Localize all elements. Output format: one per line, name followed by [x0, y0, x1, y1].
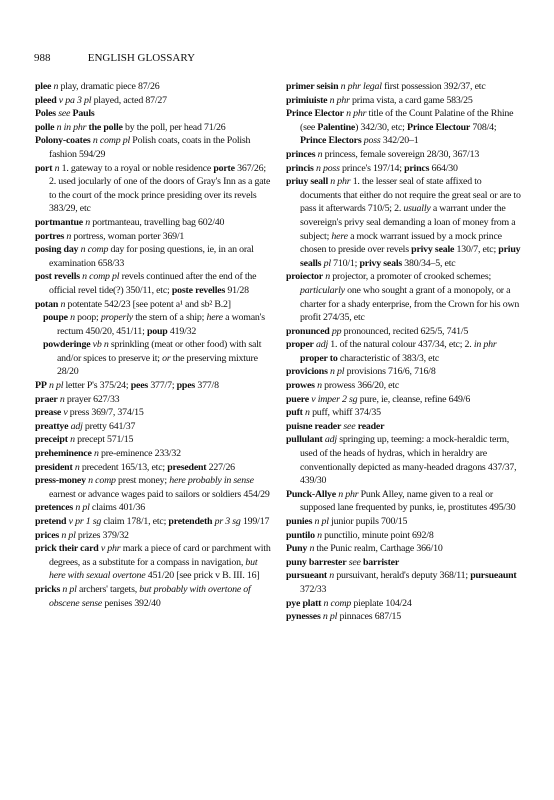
entry-definition: 708/4; — [470, 121, 497, 133]
glossary-column-left — [35, 80, 271, 610]
entry-variant-form: Pauls — [72, 108, 95, 120]
glossary-entry — [286, 107, 522, 148]
entry-definition: 130/7, etc; — [454, 244, 499, 256]
entry-variant-form: pees — [130, 380, 149, 392]
glossary-entry — [286, 94, 522, 108]
glossary-entry — [286, 433, 522, 487]
entry-definition: pre-eminence 233/32 — [100, 448, 181, 460]
entry-definition: springing up, teeming: a mock-heraldic term, used of the heads of hydras, which in heraldry are conventionally depicted as many-headed dragons 437/37, 439/30 — [300, 434, 517, 487]
entry-definition: the stern of a ship; — [132, 312, 207, 324]
entry-definition: 1. the lesser seal of state affixed to documents that either do not require the great seal or are to pass it afterwards 710/5; 2. — [300, 176, 521, 215]
entry-grammar-label: n pl — [327, 366, 347, 378]
entry-definition: pursuivant, herald's deputy 368/11; — [336, 570, 471, 582]
entry-grammar-label: see — [55, 108, 73, 120]
entry-grammar-label: n — [67, 312, 78, 324]
entry-definition: portmanteau, travelling bag 602/40 — [92, 216, 225, 228]
entry-grammar-label: n pl — [59, 529, 78, 541]
glossary-entry — [286, 610, 522, 624]
glossary-entry — [286, 270, 522, 324]
entry-headword: potan — [35, 298, 59, 310]
entry-definition: prizes 379/32 — [77, 529, 129, 541]
entry-definition: 451/20 [see prick v B. III. 16] — [145, 570, 260, 582]
entry-definition: prest money; — [118, 475, 170, 487]
glossary-entry — [35, 216, 271, 230]
entry-grammar-label: but here with sexual overtone — [49, 556, 258, 582]
entry-definition: 1. gateway to a royal or noble residence — [61, 162, 214, 174]
entry-definition: portress, woman porter 369/1 — [73, 230, 185, 242]
entry-grammar-label: n — [72, 461, 82, 473]
entry-definition: pronounced, recited 625/5, 741/5 — [343, 325, 469, 337]
glossary-entry — [35, 243, 271, 270]
entry-headword: Prince Elector — [286, 108, 344, 120]
entry-grammar-label: n comp — [78, 244, 111, 256]
entry-headword: primiuiste — [286, 94, 328, 106]
entry-definition: prayer 627/33 — [66, 393, 120, 405]
entry-variant-form: privy seale — [411, 244, 455, 256]
page-number: 988 — [34, 52, 51, 64]
entry-definition: 227/26 — [206, 461, 235, 473]
entry-grammar-label: see — [346, 556, 363, 568]
entry-grammar-label: n pl — [73, 502, 92, 514]
entry-definition: a mock warrant issued by a mock prince chosen to preside over revels — [300, 230, 502, 256]
glossary-entry — [35, 583, 271, 610]
entry-headword: plee — [35, 81, 52, 92]
entry-variant-form: barrister — [362, 556, 400, 568]
entry-grammar-label: n comp pl — [79, 271, 122, 283]
entry-variant-form: Palentine — [317, 121, 356, 133]
entry-headword: puere — [286, 393, 309, 405]
entry-definition: archers' targets, — [79, 583, 140, 595]
entry-definition: earnest or advance wages paid to sailors or soldiers 454/29 — [49, 488, 270, 500]
entry-definition: a warrant under the sovereign's privy seal demanding a loan of money from a subject; — [300, 203, 516, 242]
entry-grammar-label: here — [331, 230, 348, 242]
entry-definition: pieplate 104/24 — [353, 597, 412, 609]
glossary-entry — [35, 94, 271, 108]
glossary-entry — [286, 569, 522, 596]
entry-grammar-label: vb n — [90, 339, 111, 351]
entry-headword: puisne reader — [286, 420, 342, 432]
entry-headword: proiector — [286, 271, 323, 283]
entry-grammar-label: usually — [403, 203, 431, 215]
entry-definition: junior pupils 700/15 — [331, 516, 408, 527]
glossary-entry — [35, 433, 271, 447]
entry-definition: prince's 197/14; — [342, 162, 405, 174]
glossary-entry — [35, 311, 271, 338]
glossary-entry — [286, 175, 522, 270]
entry-definition: 367/26; 2. used jocularly of one of the doors of Gray's Inn as a gate to the court of the mock prince presiding over its revels 383/29, etc — [49, 162, 271, 215]
entry-grammar-label: n — [52, 162, 62, 174]
glossary-entry — [35, 393, 271, 407]
page-header — [34, 50, 524, 66]
entry-definition: 419/32 — [167, 325, 197, 337]
glossary-entry — [286, 488, 522, 515]
entry-definition: day for posing questions, ie, in an oral examination 658/33 — [49, 244, 254, 269]
entry-variant-form: the polle — [88, 121, 123, 133]
entry-definition: sprinkling (meat or other food) with salt and/or spices to preserve it; — [57, 339, 262, 364]
entry-variant-form: Prince Electors — [300, 135, 362, 147]
entry-grammar-label: here probably in sense — [169, 475, 254, 487]
entry-grammar-label: n — [315, 148, 325, 160]
entry-grammar-label: pr 3 sg — [212, 516, 243, 527]
glossary-entry — [286, 556, 522, 570]
entry-headword: pretend — [35, 516, 67, 527]
entry-variant-form: presedent — [167, 461, 207, 473]
entry-variant-form: priuy sealls — [300, 244, 521, 269]
entry-definition: press 369/7, 374/15 — [69, 407, 144, 419]
entry-headword: princes — [286, 148, 316, 160]
entry-grammar-label: n — [314, 380, 325, 392]
entry-grammar-label: properly — [100, 312, 133, 324]
entry-grammar-label: see — [341, 420, 358, 432]
entry-definition: claims 401/36 — [91, 502, 146, 514]
entry-grammar-label: n poss — [313, 162, 343, 174]
entry-definition: letter P's 375/24; — [65, 380, 131, 392]
entry-grammar-label: pl — [321, 257, 334, 269]
entry-definition: claim 178/1, etc; — [103, 516, 169, 527]
glossary-entry — [35, 338, 271, 379]
entry-definition: 1. of the natural colour 437/34, etc; 2. — [330, 339, 474, 351]
entry-variant-form: pretendeth — [168, 516, 213, 527]
glossary-entry — [35, 121, 271, 135]
entry-definition: 342/20–1 — [382, 135, 419, 147]
entry-headword: puny barrester — [286, 556, 347, 568]
glossary-entry — [35, 447, 271, 461]
entry-definition: the Punic realm, Carthage 366/10 — [316, 543, 443, 555]
entry-grammar-label: n comp — [321, 597, 354, 609]
entry-grammar-label: n pl — [46, 380, 66, 392]
entry-definition: a woman's rectum 450/20, 451/11; — [57, 312, 265, 337]
entry-grammar-label: n — [57, 393, 67, 405]
entry-grammar-label: here — [206, 312, 223, 324]
entry-headword: pye platt — [286, 597, 322, 609]
entry-definition: characteristic of 383/3, etc — [337, 352, 440, 364]
entry-variant-form: pursueaunt — [470, 570, 517, 582]
glossary-entry — [35, 230, 271, 244]
entry-headword: proper — [286, 339, 314, 351]
entry-headword: pursueant — [286, 570, 328, 582]
glossary-entry — [286, 420, 522, 434]
entry-grammar-label: n — [327, 570, 337, 582]
entry-grammar-label: v — [61, 407, 70, 419]
entry-definition: projector, a promoter of crooked schemes; — [332, 271, 492, 283]
glossary-entry — [286, 393, 522, 407]
entry-grammar-label: adj — [322, 434, 340, 446]
entry-grammar-label: v pa 3 pl — [56, 94, 94, 106]
entry-headword: posing day — [35, 244, 79, 256]
glossary-entry — [35, 80, 271, 94]
entry-headword: puft — [286, 407, 303, 419]
entry-grammar-label: n — [58, 298, 68, 310]
running-head: ENGLISH GLOSSARY — [87, 52, 196, 64]
entry-headword: poupe — [43, 312, 68, 324]
entry-grammar-label: adj — [68, 420, 85, 432]
entry-grammar-label: pp — [329, 325, 344, 337]
entry-grammar-label: poss — [361, 135, 383, 147]
entry-headword: pullulant — [286, 434, 323, 446]
entry-definition: 380/34–5, etc — [402, 257, 456, 269]
glossary-entry — [35, 474, 271, 501]
entry-headword: portmantue — [35, 216, 83, 228]
glossary-entry — [286, 379, 522, 393]
entry-definition: 377/7; — [148, 380, 177, 392]
entry-grammar-label: but probably with overtone of obscene sense — [49, 583, 251, 609]
entry-variant-form: reader — [357, 420, 385, 432]
entry-variant-form: ppes — [176, 380, 196, 392]
entry-grammar-label: n — [64, 230, 74, 242]
entry-grammar-label: n phr legal — [338, 81, 385, 92]
entry-definition: the preserving mixture 28/20 — [57, 352, 258, 378]
entry-variant-form: Prince Electour — [407, 121, 471, 133]
entry-headword: pricks — [35, 583, 61, 595]
entry-grammar-label: n phr — [327, 94, 353, 106]
glossary-entry — [286, 406, 522, 420]
entry-grammar-label: n pl — [312, 516, 332, 527]
entry-grammar-label: n in phr — [54, 121, 89, 133]
entry-variant-form: princs — [404, 162, 430, 174]
entry-variant-form: poup — [146, 325, 168, 337]
entry-headword: primer seisin — [286, 81, 339, 92]
glossary-entry — [286, 515, 522, 529]
entry-variant-form: proper to — [300, 352, 338, 364]
entry-definition: prowess 366/20, etc — [324, 380, 400, 392]
entry-definition: 91/28 — [225, 284, 249, 296]
entry-definition: penises 392/40 — [102, 597, 161, 609]
entry-headword: praer — [35, 393, 58, 405]
glossary-entry — [35, 529, 271, 543]
entry-headword: Poles — [35, 108, 56, 120]
glossary-entry — [286, 148, 522, 162]
glossary-entry — [286, 162, 522, 176]
entry-grammar-label: in phr — [473, 339, 497, 351]
entry-grammar-label: n phr — [328, 176, 353, 188]
entry-variant-form: porte — [213, 162, 235, 174]
entry-definition: punctilio, minute point 692/8 — [324, 529, 434, 541]
glossary-entry — [35, 515, 271, 529]
entry-variant-form: poste revelles — [171, 284, 226, 296]
entry-grammar-label: n — [91, 448, 101, 460]
entry-grammar-label: n — [322, 271, 333, 283]
entry-headword: powderinge — [43, 339, 91, 351]
entry-grammar-label: n comp pl — [90, 135, 133, 147]
entry-definition: pretty 641/37 — [84, 420, 136, 432]
entry-definition: precept 571/15 — [77, 434, 134, 446]
glossary-column-right — [286, 80, 522, 624]
entry-headword: PP — [35, 380, 47, 392]
entry-definition: by the poll, per head 71/26 — [122, 121, 226, 133]
entry-definition: 664/30 — [429, 162, 458, 174]
entry-headword: prowes — [286, 380, 315, 392]
entry-headword: preheminence — [35, 448, 92, 460]
entry-headword: pronunced — [286, 325, 330, 337]
entry-grammar-label: n — [302, 407, 313, 419]
glossary-entry — [286, 365, 522, 379]
entry-headword: president — [35, 461, 73, 473]
entry-grammar-label: n — [82, 216, 93, 228]
entry-definition: 710/1; — [333, 257, 360, 269]
entry-headword: puntilo — [286, 529, 315, 541]
entry-definition: revels continued after the end of the official revel tide(?) 350/11, etc; — [49, 271, 257, 296]
entry-definition: puff, whiff 374/35 — [312, 407, 381, 419]
glossary-entry — [35, 162, 271, 216]
entry-definition: 199/17 — [242, 516, 270, 527]
glossary-entry — [35, 542, 271, 583]
glossary-entry — [35, 107, 271, 121]
glossary-entry — [35, 406, 271, 420]
glossary-entry — [35, 420, 271, 434]
entry-headword: Puny — [286, 543, 308, 555]
entry-definition: prima vista, a card game 583/25 — [352, 94, 473, 106]
entry-headword: provicions — [286, 366, 328, 378]
entry-grammar-label: adj — [313, 339, 331, 351]
entry-definition: play, dramatic piece 87/26 — [60, 81, 160, 92]
glossary-entry — [286, 325, 522, 339]
entry-grammar-label: or — [162, 352, 171, 364]
entry-definition: one who sought a grant of a monopoly, or a charter for a shady enterprise, from the Crown for his own profit 274/35, etc — [300, 284, 520, 324]
entry-definition: pinnaces 687/15 — [339, 611, 401, 623]
entry-grammar-label: n — [307, 543, 317, 555]
entry-definition: first possession 392/37, etc — [384, 81, 486, 92]
glossary-entry — [35, 461, 271, 475]
entry-grammar-label: n phr — [335, 488, 361, 500]
glossary-entry — [286, 529, 522, 543]
entry-grammar-label: n pl — [320, 611, 340, 623]
entry-headword: portres — [35, 230, 65, 242]
entry-headword: Polony-coates — [35, 135, 91, 147]
entry-headword: pleed — [35, 94, 57, 106]
glossary-entry — [35, 298, 271, 312]
entry-definition: played, acted 87/27 — [93, 94, 167, 106]
entry-headword: press-money — [35, 475, 86, 487]
entry-headword: princis — [286, 162, 314, 174]
entry-headword: Punck-Allye — [286, 488, 336, 500]
glossary-entry — [286, 542, 522, 556]
glossary-entry — [286, 338, 522, 365]
entry-definition: provisions 716/6, 716/8 — [346, 366, 436, 378]
glossary-entry — [286, 80, 522, 94]
entry-headword: preceipt — [35, 434, 68, 446]
glossary-entry — [286, 597, 522, 611]
entry-definition: 372/33 — [300, 583, 327, 595]
entry-grammar-label: n — [51, 81, 61, 92]
entry-headword: prick their card — [35, 543, 99, 555]
entry-headword: port — [35, 162, 53, 174]
entry-grammar-label: v pr 1 sg — [66, 516, 104, 527]
entry-headword: prices — [35, 529, 60, 541]
entry-headword: post revells — [35, 271, 80, 283]
entry-headword: pretences — [35, 502, 74, 514]
entry-grammar-label: n — [314, 529, 325, 541]
entry-definition: title of the Count Palatine of the Rhine (see — [300, 108, 514, 133]
entry-headword: punies — [286, 516, 313, 527]
entry-definition: pure, ie, cleanse, refine 649/6 — [359, 393, 471, 405]
entry-headword: priuy seall — [286, 176, 328, 188]
glossary-entry — [35, 379, 271, 393]
entry-grammar-label: n comp — [85, 475, 119, 487]
entry-headword: polle — [35, 121, 55, 133]
glossary-entry — [35, 134, 271, 161]
entry-definition: Punk Alley, name given to a real or supposed lane frequented by punks, ie, prostitutes 495/30 — [300, 488, 516, 514]
entry-grammar-label: n pl — [60, 583, 79, 595]
entry-definition: princess, female sovereign 28/30, 367/13 — [324, 148, 480, 160]
entry-definition: mark a piece of card or parchment with degrees, as a substitute for a compass in navigation, — [49, 543, 271, 568]
entry-grammar-label: v phr — [98, 543, 123, 555]
entry-definition: Polish coats, coats in the Polish fashion 594/29 — [49, 135, 251, 160]
entry-grammar-label: v imper 2 sg — [308, 393, 360, 405]
entry-definition: precedent 165/13, etc; — [81, 461, 168, 473]
entry-grammar-label: particularly — [300, 284, 345, 296]
entry-definition: potentate 542/23 [see potent a¹ and sb² B.2] — [67, 298, 231, 310]
entry-definition: ) 342/30, etc; — [355, 121, 407, 133]
entry-headword: prease — [35, 407, 62, 419]
glossary-entry — [35, 270, 271, 297]
entry-definition: poop; — [77, 312, 101, 324]
entry-grammar-label: n phr — [343, 108, 369, 120]
glossary-entry — [35, 501, 271, 515]
entry-grammar-label: n — [67, 434, 78, 446]
entry-headword: preattye — [35, 420, 69, 432]
entry-headword: pynesses — [286, 611, 321, 623]
entry-definition: 377/8 — [195, 380, 219, 392]
entry-variant-form: privy seals — [359, 257, 403, 269]
